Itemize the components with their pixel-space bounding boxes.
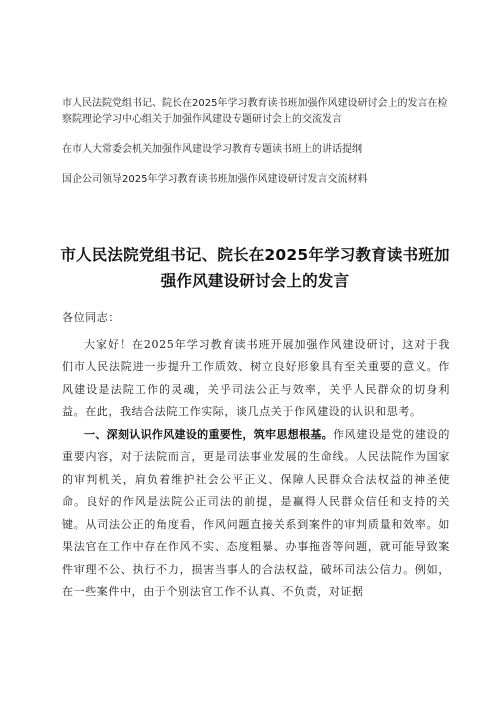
table-of-contents — [62, 96, 452, 188]
section-heading: 一、深刻认识作风建设的重要性，筑牢思想根基。 — [84, 427, 333, 441]
toc-item[interactable]: 在市人大常委会机关加强作风建设学习教育专题读书班上的讲话提纲 — [62, 144, 362, 155]
paragraph-text: 作风建设是党的建设的重要内容，对于法院而言，更是司法事业发展的生命线。人民法院作为国家的审判机关，肩负着维护社会公平正义、保障人民群众合法权益的神圣使命。良好的作风是法院公正司法的前提，是赢得人民群众信任和支持的关键。从司法公正的角度看，作风问题直接关系到案件的审判质量和效率。如果法官在工作中存在作风不实、态度粗暴、办事拖沓等问题，就可能导致案件审理不公、执行不力，损害当事人的合法权益，破坏司法公信力。例如，在一些案件中，由于个别法官工作不认真、不负责，对证据 — [62, 427, 450, 598]
paragraph-intro: 大家好！在2025年学习教育读书班开展加强作风建设研讨，这对于我们市人民法院进一步提升工作质效、树立良好形象具有至关重要的意义。作风建设是法院工作的灵魂，关乎司法公正与效率，关乎人民群众的切身利益。在此，我结合法院工作实际，谈几点关于作风建设的认识和思考。 — [62, 337, 450, 418]
salutation: 各位同志： — [62, 311, 120, 324]
document-title: 市人民法院党组书记、院长在2025年学习教育读书班加强作风建设研讨会上的发言 — [60, 246, 450, 291]
toc-item[interactable]: 国企公司领导2025年学习教育读书班加强作风建设研讨发言交流材料 — [62, 174, 368, 185]
toc-item[interactable]: 市人民法院党组书记、院长在2025年学习教育读书班加强作风建设研讨会上的发言在检察院理论学习中心组关于加强作风建设专题研讨会上的交流发言 — [62, 98, 448, 125]
document-body — [62, 307, 450, 604]
paragraph-section-one — [62, 424, 450, 604]
